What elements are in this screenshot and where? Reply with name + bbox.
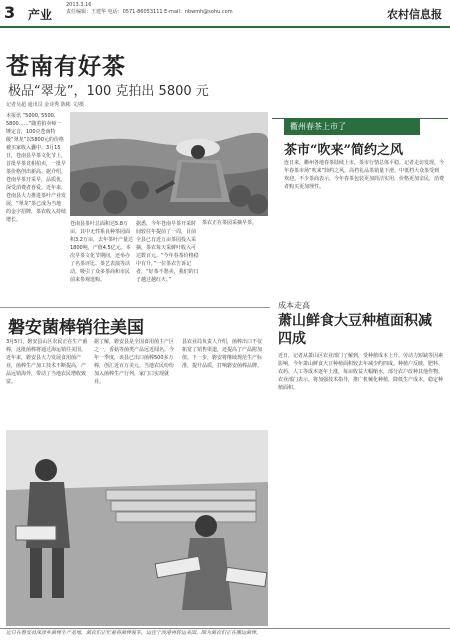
- farmers-carrying-logs-image: [6, 430, 268, 626]
- newspaper-logo: 农村信息报: [387, 8, 442, 21]
- article-column: 据悉，今年苍南早茶开采时间较往年提前了一周，目前全县已有近万亩茶园投入采摘，茶农每天采鲜叶收入可达数百元。“今年春茶价格稳中有升，”一位茶农告诉记者，“好茶不愁卖，我们的日子越过越红火。”: [136, 221, 199, 283]
- divider: [0, 307, 270, 308]
- article-title: 苍南有好茶: [6, 53, 126, 80]
- header-meta: [66, 2, 233, 16]
- sidebar-title: 茶市“吹来”简约之风: [284, 143, 403, 158]
- article-byline: 记者吴超 通讯员 金诗秀 陈彬 文/摄: [6, 102, 85, 108]
- article-column: 县农业局负责人介绍，菌棒出口不仅拓宽了销售渠道，还提高了产品附加值。下一步，磐安将继续规范生产标准，提升品质，打响磐安菌棒品牌。: [182, 339, 263, 369]
- page-header: [0, 0, 450, 28]
- article-column: 苍南县茶叶总面积达5.8万亩，其中无性系良种茶园面积3.2万亩，去年茶叶产量达1800吨，产值4.5亿元。本次早茶文化节期间，还举办了名茶评比、茶艺表演等活动，吸引了众多茶商和市民前来参观选购。: [70, 221, 133, 283]
- photo-caption: 茶农正在茶园采摘早茶。: [202, 220, 258, 226]
- article-column: 本报讯 “5000, 5500, 5800……”随着拍卖师一锤定音，100克苍南特级“翠龙”以5800元的价格被买家收入囊中。3月15日，苍南县早茶文化节上，首批早茶竞相拍卖，一批早茶价格创出新高。据介绍，苍南早茶开采早，品质优，深受消费者喜爱。近年来，苍南县大力推进茶叶产业发展，“翠龙”茶已成为当地的金字招牌，茶农收入持续增长。: [6, 113, 66, 223]
- tea-picking-photo: [70, 112, 268, 216]
- article-column: 据了解，磐安县是全国食用菌主产区之一，香菇等菌类产品远近闻名。今年一季度，该县已出口菌棒500多万棒，创汇近百万美元。当地农民纷纷加入菌棒生产行列，家门口实现就业。: [94, 339, 175, 385]
- footer-caption: 近日在磐安县深泽乡菌棒生产基地，菌农们正忙着将菌棒装车，运往宁波港再转运美国。图为菌农们正在搬运菌棒。: [6, 630, 262, 636]
- tea-farmer-image: [70, 112, 268, 216]
- article-title: 磐安菌棒销往美国: [8, 318, 144, 338]
- article-column: 3月5日，磐安县山区农民正在生产菌棒，这批菌棒将通过海运销往美国。近年来，磐安县大力发展食用菌产业，菌棒生产加工技术不断提高，产品远销海外，带动了当地农民增收致富。: [6, 339, 88, 385]
- mushroom-log-photo: [6, 430, 268, 626]
- article-subtitle: 极品“翠龙”，100 克拍出 5800 元: [8, 84, 209, 99]
- editor-info: 责任编辑：王建华 电话：0571-86053111 E-mail：nbwmh@sohu.com: [66, 9, 233, 15]
- page-number: 3: [4, 3, 16, 22]
- sidebar-kicker: 衢州春茶上市了: [284, 119, 420, 135]
- article-text: 近日，记者从萧山区农业部门了解到，受种植成本上升、劳动力短缺等因素影响，今年萧山鲜食大豆种植面积较去年减少约四成。种植户反映，肥料、农药、人工等成本逐年上涨，每亩收益大幅缩水，部分农户改种其他作物。农业部门表示，将加强技术指导，推广机械化种植，降低生产成本，稳定种植面积。: [278, 353, 444, 391]
- sidebar-box: [272, 118, 448, 287]
- article-title: 萧山鲜食大豆种植面积减四成: [278, 313, 432, 347]
- footer-caption-bar: [0, 628, 450, 640]
- section-name: 产业: [28, 8, 53, 22]
- article-kicker: 成本走高: [278, 301, 310, 310]
- sidebar-text: 连日来，衢州各地春茶陆续上市，茶市行情总体平稳。记者走访发现，今年春茶市场“吹来”简约之风，高档礼品茶销量下滑，中低档大众茶受到欢迎。不少茶商表示，今年春茶包装更加简洁实用，价格更加亲民，消费者购买更加理性。: [284, 160, 444, 190]
- issue-date: 2013.3.16: [66, 2, 92, 8]
